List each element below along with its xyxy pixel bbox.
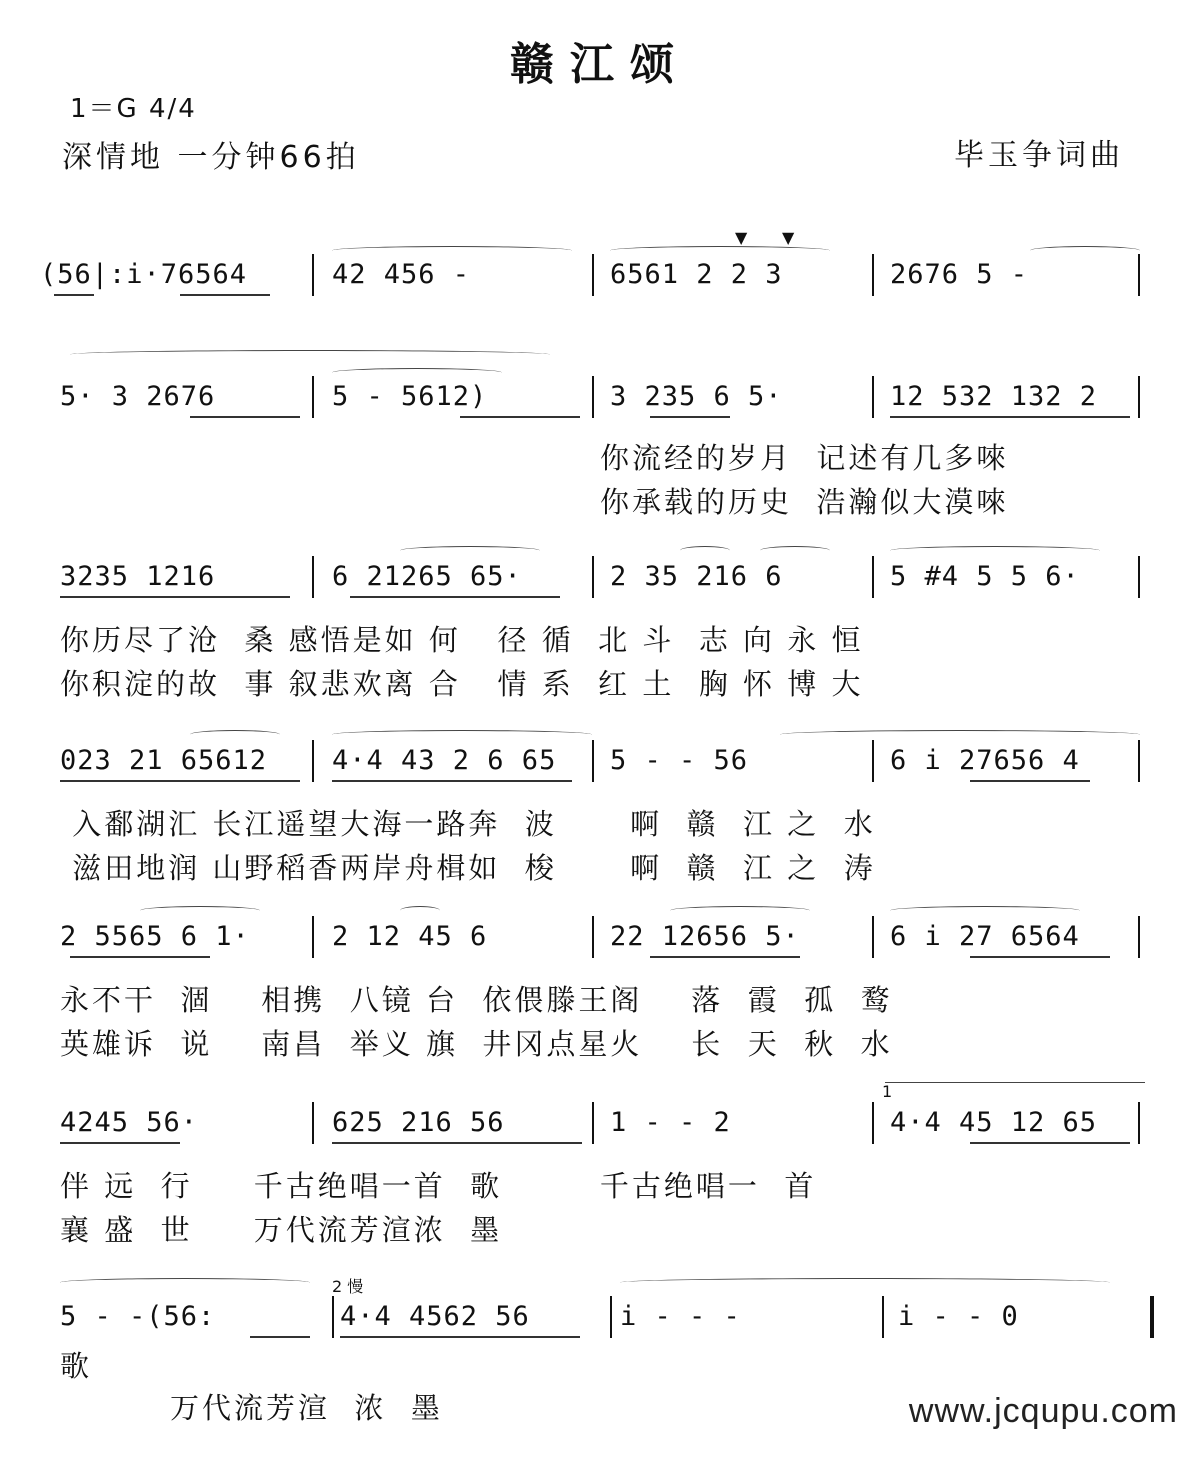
- lyric-verse-1: 伴 远 行 千古绝唱一首 歌 千古绝唱一 首: [60, 1169, 817, 1203]
- barline: [312, 916, 314, 958]
- measure: 3 235 6 5·: [610, 381, 783, 412]
- lyric-verse-2: 英雄诉 说 南昌 举义 旗 井冈点星火 长 天 秋 水: [60, 1027, 893, 1061]
- lyric-verse-2: 襄 盛 世 万代流芳渲浓 墨: [60, 1213, 503, 1247]
- notation-line: [40, 736, 1160, 786]
- slur: [332, 368, 502, 377]
- notation-line: [40, 552, 1160, 602]
- barline: [312, 254, 314, 296]
- tie: [60, 1278, 310, 1287]
- barline: [312, 376, 314, 418]
- slur: [890, 546, 1100, 555]
- measure: 5 - 5612): [332, 381, 488, 412]
- system-4: [40, 736, 1160, 916]
- measure: 625 216 56: [332, 1107, 505, 1138]
- lyric-verse-1: 你历尽了沧 桑 感悟是如 何 径 循 北 斗 志 向 永 恒: [60, 623, 864, 657]
- slur: [610, 246, 830, 255]
- measure: 1 - - 2: [610, 1107, 731, 1138]
- underline-beam: [332, 1142, 582, 1144]
- lyric-verse-2: 万代流芳渲 浓 墨: [60, 1391, 443, 1425]
- slur: [760, 546, 830, 555]
- measure: 6 i 27656 4: [890, 745, 1080, 776]
- lyric-verse-1: 入鄱湖汇 长江遥望大海一路奔 波 啊 赣 江 之 水: [60, 807, 876, 841]
- underline-beam: [970, 780, 1090, 782]
- volta-bracket: [885, 1082, 1145, 1091]
- barline: [872, 740, 874, 782]
- barline: [882, 1296, 884, 1338]
- lyric-verse-2: 滋田地润 山野稻香两岸舟楫如 梭 啊 赣 江 之 涛: [60, 851, 876, 885]
- notation-line: [40, 372, 1160, 422]
- volta-first-ending: 1: [882, 1082, 893, 1101]
- measure: 42 456 -: [332, 259, 471, 290]
- song-title: 赣江颂: [510, 39, 690, 90]
- underline-beam: [350, 596, 560, 598]
- lyric-verse-2: 你承载的历史 浩瀚似大漠唻: [600, 485, 1009, 519]
- system-7: [40, 1277, 1160, 1472]
- measure: 5· 3 2676: [60, 381, 216, 412]
- underline-beam: [650, 956, 800, 958]
- barline: [610, 1296, 612, 1338]
- lyric-verse-1: 歌: [60, 1349, 93, 1383]
- slur: [670, 906, 810, 915]
- barline: [1138, 556, 1140, 598]
- slur: [780, 730, 1140, 739]
- measure: 5 #4 5 5 6·: [890, 561, 1080, 592]
- measure: 12 532 132 2: [890, 381, 1098, 412]
- underline-beam: [650, 416, 730, 418]
- system-3: [40, 552, 1160, 732]
- measure: 5 - - 56: [610, 745, 749, 776]
- notation-line: [40, 250, 1160, 300]
- underline-beam: [460, 416, 580, 418]
- slur: [332, 730, 592, 739]
- barline: [1138, 376, 1140, 418]
- barline: [1138, 254, 1140, 296]
- underline-beam: [970, 956, 1110, 958]
- underline-beam: [60, 596, 290, 598]
- lyric-verse-2: 你积淀的故 事 叙悲欢离 合 情 系 红 土 胸 怀 博 大: [60, 667, 864, 701]
- barline: [1138, 916, 1140, 958]
- barline: [592, 740, 594, 782]
- barline: [312, 1102, 314, 1144]
- notation-line: [40, 1292, 1160, 1342]
- underline-beam: [890, 416, 1130, 418]
- underline-beam: [250, 1336, 310, 1338]
- measure: 6 21265 65·: [332, 561, 522, 592]
- barline: [312, 556, 314, 598]
- barline: [872, 556, 874, 598]
- barline: [1138, 1102, 1140, 1144]
- measure: (56|:i·76564: [40, 259, 248, 290]
- site-watermark: www.jcqupu.com: [908, 1392, 1178, 1430]
- measure: 2676 5 -: [890, 259, 1029, 290]
- slur: [680, 546, 730, 555]
- measure: 3235 1216: [60, 561, 216, 592]
- measure: 4·4 4562 56: [340, 1301, 530, 1332]
- barline: [872, 916, 874, 958]
- barline: [592, 916, 594, 958]
- measure: i - - 0: [898, 1301, 1019, 1332]
- barline: [872, 376, 874, 418]
- barline: [592, 376, 594, 418]
- slur: [400, 906, 440, 915]
- measure: 023 21 65612: [60, 745, 268, 776]
- slur: [400, 546, 540, 555]
- lyric-verse-1: 你流经的岁月 记述有几多唻: [600, 441, 1009, 475]
- slur: [1030, 246, 1140, 255]
- barline: [592, 1102, 594, 1144]
- underline-beam: [332, 780, 572, 782]
- underline-beam: [340, 1336, 580, 1338]
- measure: 5 - -(56:: [60, 1301, 216, 1332]
- tie: [620, 1278, 1110, 1287]
- final-barline: [1150, 1296, 1154, 1338]
- accent-triangle-icon: ▼: [782, 228, 795, 247]
- measure: 6 i 27 6564: [890, 921, 1080, 952]
- measure: 22 12656 5·: [610, 921, 800, 952]
- measure: 2 12 45 6: [332, 921, 488, 952]
- measure: 2 35 216 6: [610, 561, 783, 592]
- measure: 4·4 45 12 65: [890, 1107, 1098, 1138]
- measure: i - - -: [620, 1301, 741, 1332]
- system-2: [40, 372, 1160, 552]
- slur: [140, 906, 260, 915]
- composer-credit: 毕玉争词曲: [954, 138, 1124, 173]
- slur: [890, 906, 1080, 915]
- underline-beam: [60, 780, 300, 782]
- measure: 6561 2 2 3: [610, 259, 783, 290]
- system-6: [40, 1082, 1160, 1278]
- barline: [872, 1102, 874, 1144]
- system-5: [40, 912, 1160, 1092]
- measure: 4245 56·: [60, 1107, 199, 1138]
- underline-beam: [180, 294, 270, 296]
- volta-second-ending: 2 慢: [332, 1277, 364, 1296]
- underline-beam: [70, 956, 210, 958]
- notation-line: [40, 912, 1160, 962]
- underline-beam: [54, 294, 94, 296]
- notation-line: [40, 1098, 1160, 1148]
- slur: [190, 730, 280, 739]
- barline: [872, 254, 874, 296]
- barline: [312, 740, 314, 782]
- tempo-marking: 深情地 一分钟66拍: [62, 140, 360, 175]
- underline-beam: [190, 416, 300, 418]
- barline: [332, 1296, 334, 1338]
- underline-beam: [970, 1142, 1130, 1144]
- tie: [70, 350, 550, 359]
- barline: [592, 254, 594, 296]
- barline: [592, 556, 594, 598]
- slur: [332, 246, 572, 255]
- lyric-verse-1: 永不干 涸 相携 八镜 台 依偎滕王阁 落 霞 孤 鹜: [60, 983, 893, 1017]
- underline-beam: [60, 1142, 180, 1144]
- measure: 2 5565 6 1·: [60, 921, 250, 952]
- measure: 4·4 43 2 6 65: [332, 745, 557, 776]
- key-signature: 1＝G 4/4: [70, 94, 197, 124]
- accent-triangle-icon: ▼: [735, 228, 748, 247]
- barline: [1138, 740, 1140, 782]
